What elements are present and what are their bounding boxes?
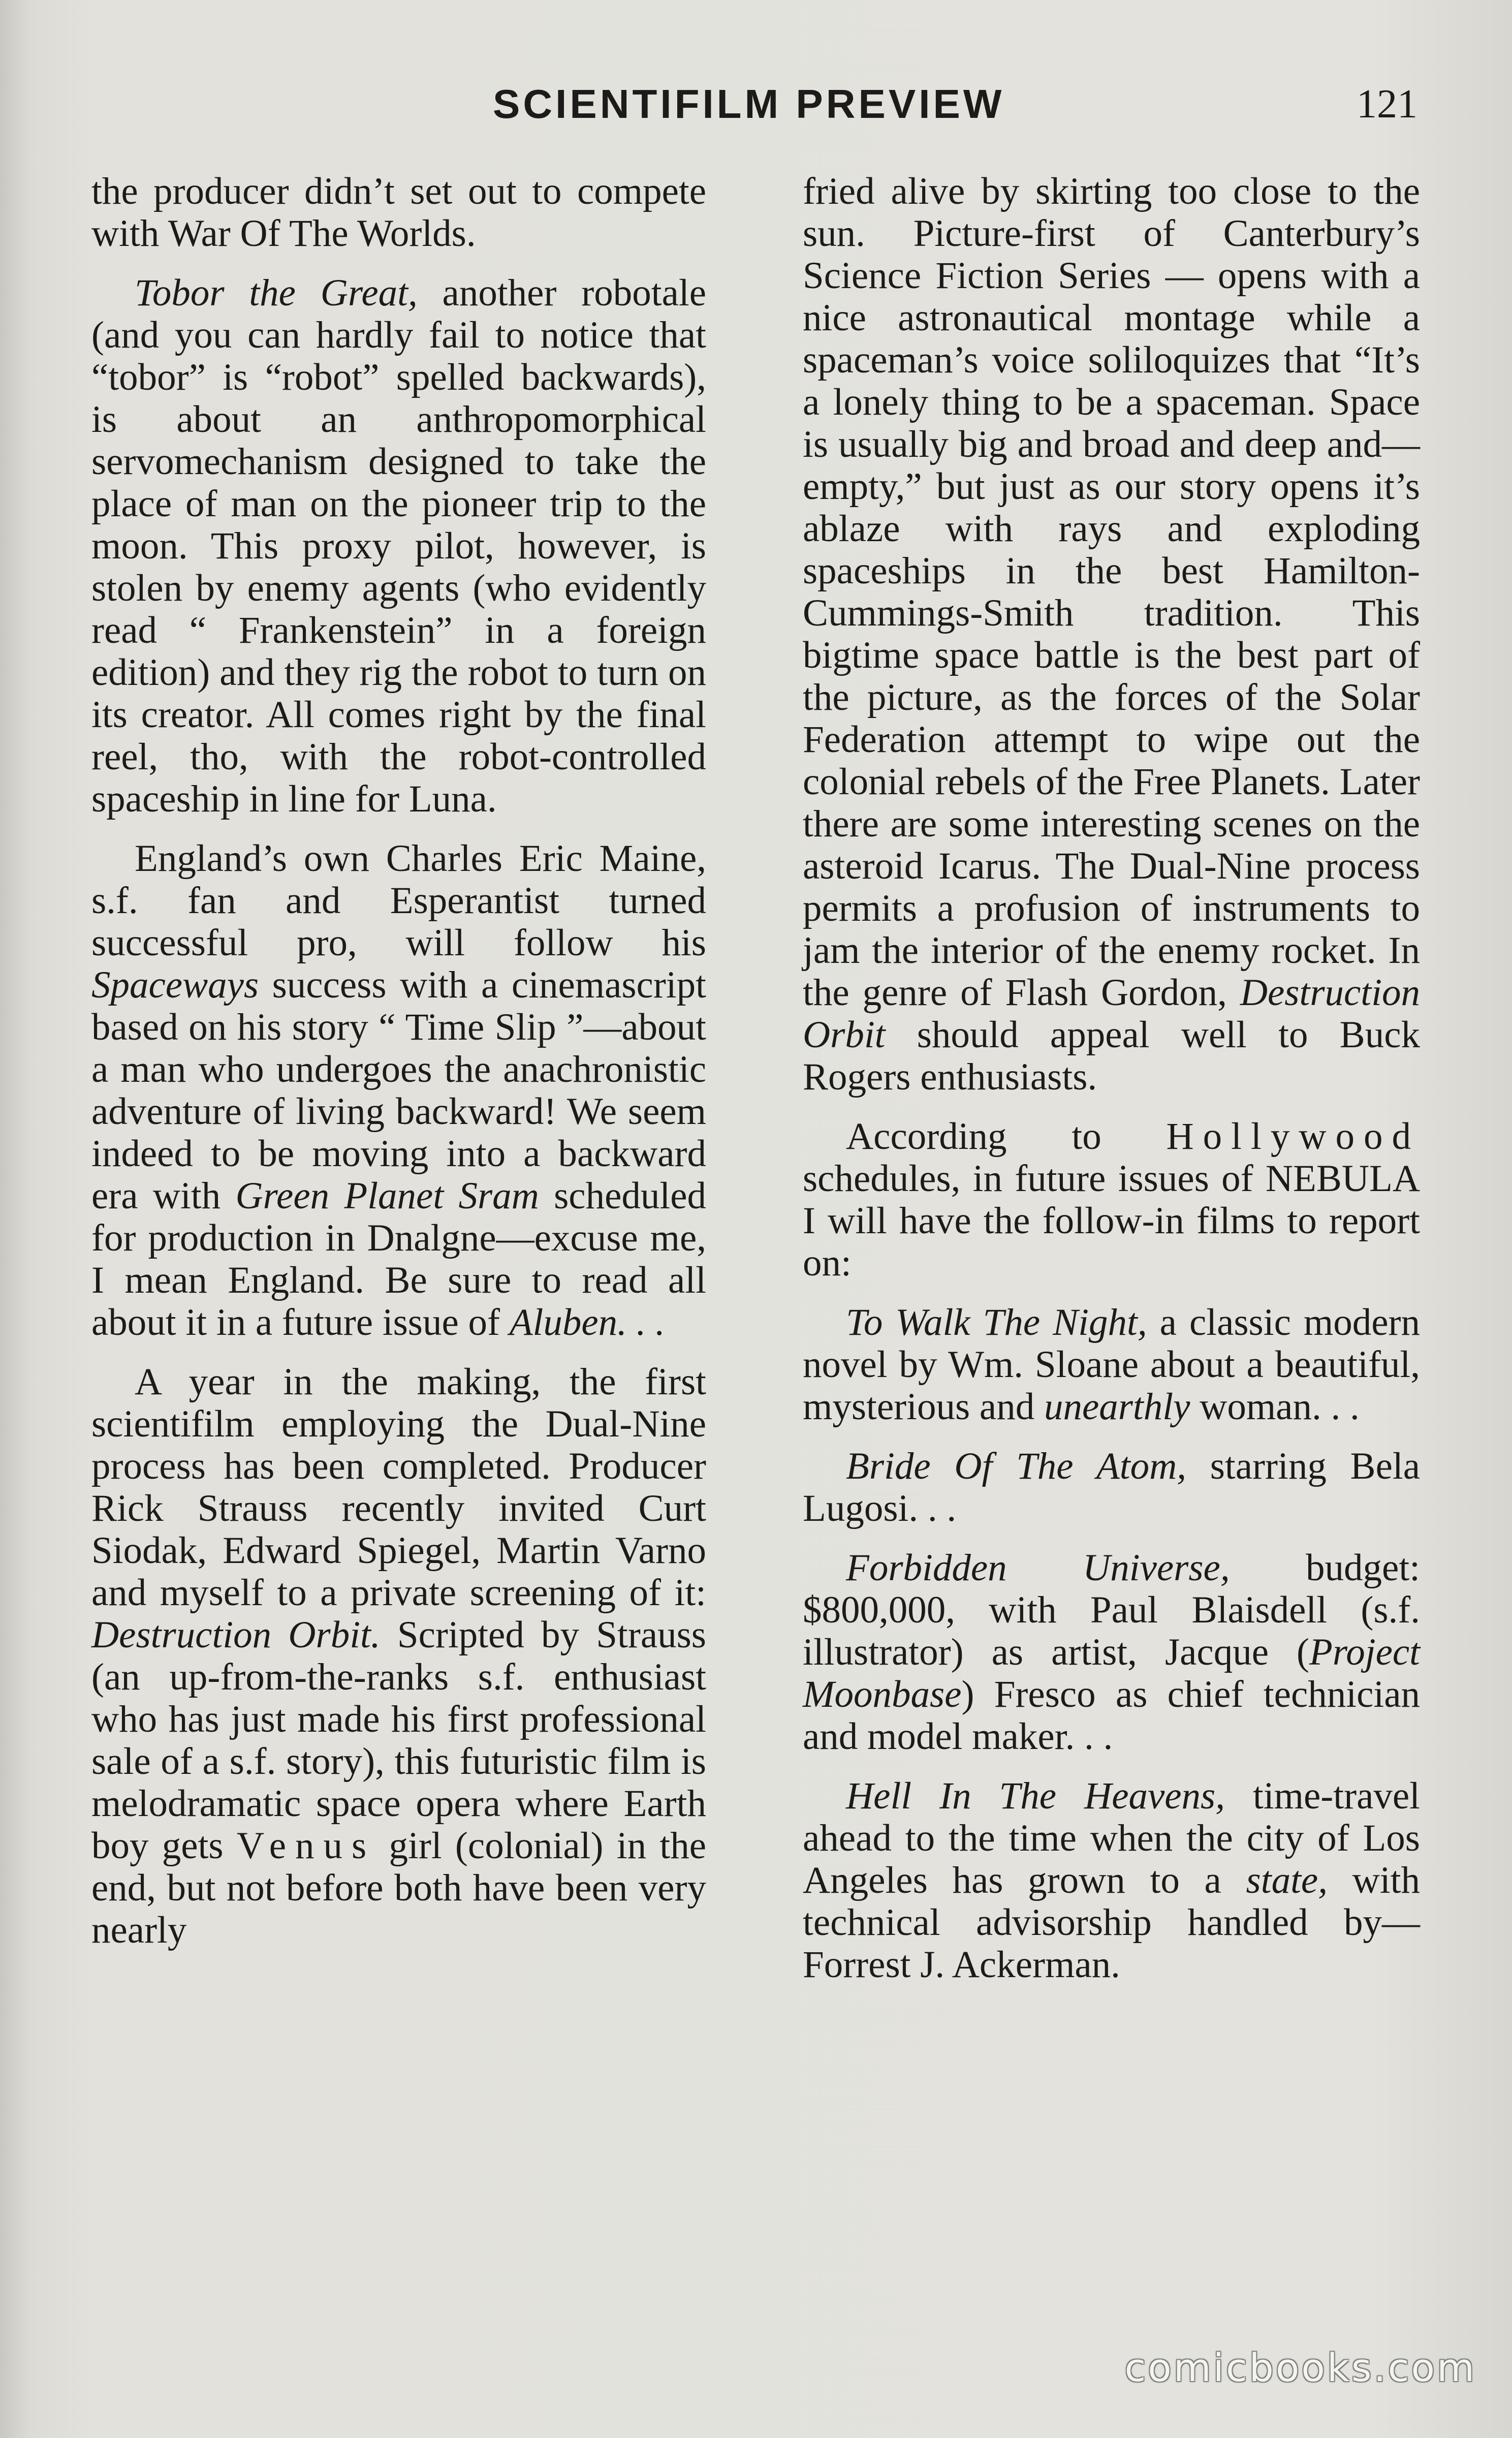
paragraph: Forbidden Universe, budget: $800,000, with Paul Blaisdell (s.f. illustrator) as artist, Jacque (Project Moonbase) Fresco as chief technician and model maker. . .	[803, 1547, 1420, 1758]
spaced-word: Hollywood	[1166, 1115, 1420, 1158]
film-title: Destruction Orbit.	[91, 1614, 381, 1656]
spaced-word: Venus	[236, 1825, 376, 1867]
page-number: 121	[1357, 82, 1418, 127]
film-title: Forbidden Universe,	[846, 1547, 1230, 1589]
paragraph: Tobor the Great, another robotale (and you can hardly fail to notice that “tobor” is “robot” spelled backwards), is about an anthropomorphical servomechanism designed to take the place of man on the pioneer trip to the moon. This proxy pilot, however, is stolen by enemy agents (who evidently read “ Frankenstein” in a foreign edition) and they rig the robot to turn on its creator. All comes right by the final reel, tho, with the robot-controlled spaceship in line for Luna.	[91, 272, 706, 820]
paragraph: the producer didn’t set out to compete with War Of The Worlds.	[91, 170, 706, 255]
film-title: Bride Of The Atom,	[846, 1445, 1186, 1487]
left-column	[91, 170, 706, 1968]
right-column	[803, 170, 1420, 2003]
film-title: Green Planet Sram	[235, 1175, 539, 1217]
paragraph: A year in the making, the first scientifilm employing the Dual-Nine process has been completed. Producer Rick Strauss recently invited Curt Siodak, Edward Spiegel, Martin Varno and myself to a private screening of it: Destruction Orbit. Scripted by Strauss (an up-from-the-ranks s.f. enthusiast who has just made his first professional sale of a s.f. story), this futuristic film is melodramatic space opera where Earth boy gets Venus girl (colonial) in the end, but not before both have been very nearly	[91, 1361, 706, 1951]
film-title: Destruction Orbit	[803, 972, 1420, 1056]
film-title: Tobor the Great,	[135, 272, 418, 314]
paragraph: To Walk The Night, a classic modern novel by Wm. Sloane about a beautiful, mysterious and unearthly woman. . .	[803, 1301, 1420, 1428]
paragraph: According to Hollywood schedules, in future issues of NEBULA I will have the follow-in films to report on:	[803, 1115, 1420, 1284]
paragraph: Bride Of The Atom, starring Bela Lugosi. . .	[803, 1445, 1420, 1529]
page-header	[478, 76, 1443, 132]
film-title: Hell In The Heavens,	[846, 1775, 1225, 1817]
running-title: SCIENTIFILM PREVIEW	[493, 81, 1005, 127]
watermark-logo: comicbooks.com	[1124, 2345, 1476, 2390]
film-title: Spaceways	[91, 964, 259, 1006]
film-title: To Walk The Night,	[846, 1301, 1147, 1343]
film-title: Project Moonbase	[803, 1631, 1420, 1715]
magazine-title: Aluben. . .	[509, 1301, 665, 1343]
paragraph: Hell In The Heavens, time-travel ahead to the time when the city of Los Angeles has grown to a state, with technical advisorship handled by—Forrest J. Ackerman.	[803, 1775, 1420, 1986]
paragraph: England’s own Charles Eric Maine, s.f. fan and Esperantist turned successful pro, will follow his Spaceways success with a cinemascript based on his story “ Time Slip ”—about a man who undergoes the anachronistic adventure of living backward! We seem indeed to be moving into a backward era with Green Planet Sram scheduled for production in Dnalgne—excuse me, I mean England. Be sure to read all about it in a future issue of Aluben. . .	[91, 837, 707, 1343]
paragraph: fried alive by skirting too close to the sun. Picture-first of Canterbury’s Science Fiction Series — opens with a nice astronautical montage while a spaceman’s voice soliloquizes that “It’s a lonely thing to be a spaceman. Space is usually big and broad and deep and—empty,” but just as our story opens it’s ablaze with rays and exploding spaceships in the best Hamilton-Cummings-Smith tradition. This bigtime space battle is the best part of the picture, as the forces of the Solar Federation attempt to wipe out the colonial rebels of the Free Planets. Later there are some interesting scenes on the asteroid Icarus. The Dual-Nine process permits a profusion of instruments to jam the interior of the enemy rocket. In the genre of Flash Gordon, Destruction Orbit should appeal well to Buck Rogers enthusiasts.	[803, 170, 1420, 1098]
